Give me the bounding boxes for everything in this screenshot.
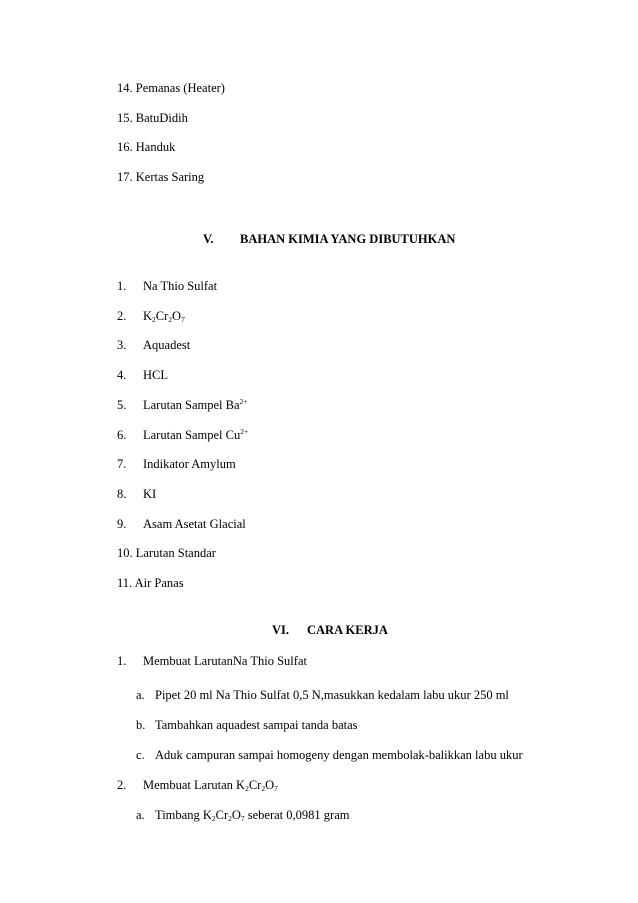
chemical-item-2: 2. $K_2Cr_2O_7$ (117, 309, 185, 324)
tool-item-17: 17. Kertas Saring (117, 170, 205, 184)
tool-item-15: 15. BatuDidih (117, 111, 188, 125)
tool-item-14: 14. Pemanas (Heater) (117, 81, 225, 95)
section-vi-heading (272, 623, 388, 638)
chemical-item-10: 10. Larutan Standar (117, 546, 216, 560)
procedure-step-1: 1. Membuat LarutanNa Thio Sulfat (117, 654, 307, 668)
chemical-item-5: 5. Larutan Sampel $Ba^{2+}$ (117, 397, 248, 412)
section-v-title: BAHAN KIMIA YANG DIBUTUHKAN (240, 232, 456, 246)
chemical-item-4: 4. HCL (117, 368, 168, 382)
chemical-item-7: 7. Indikator Amylum (117, 457, 236, 471)
procedure-step-2a: a. Timbang $K_2Cr_2O_7$ seberat 0,0981 gram (136, 808, 350, 823)
chemical-item-11: 11. Air Panas (117, 576, 184, 590)
chemical-item-3: 3. Aquadest (117, 338, 191, 352)
tool-item-16: 16. Handuk (117, 140, 176, 154)
section-vi-title: CARA KERJA (307, 623, 388, 637)
chemical-item-8: 8. KI (117, 487, 157, 501)
procedure-step-1c: c. Aduk campuran sampai homogeny dengan membolak-balikkan labu ukur (136, 748, 523, 762)
section-v-numeral: V. (203, 232, 214, 246)
chemical-item-9: 9. Asam Asetat Glacial (117, 517, 246, 531)
chemical-item-6: 6. Larutan Sampel $Cu^{2+}$ (117, 427, 249, 442)
chemical-item-1: 1. Na Thio Sulfat (117, 279, 218, 293)
procedure-step-1b: b. Tambahkan aquadest sampai tanda batas (136, 718, 358, 732)
procedure-step-1a: a. Pipet 20 ml Na Thio Sulfat 0,5 N,masukkan kedalam labu ukur 250 ml (136, 688, 509, 702)
section-vi-numeral: VI. (272, 623, 290, 637)
procedure-step-2: 2. Membuat Larutan $K_2Cr_2O_7$ (117, 778, 278, 793)
section-v-heading (203, 232, 455, 247)
